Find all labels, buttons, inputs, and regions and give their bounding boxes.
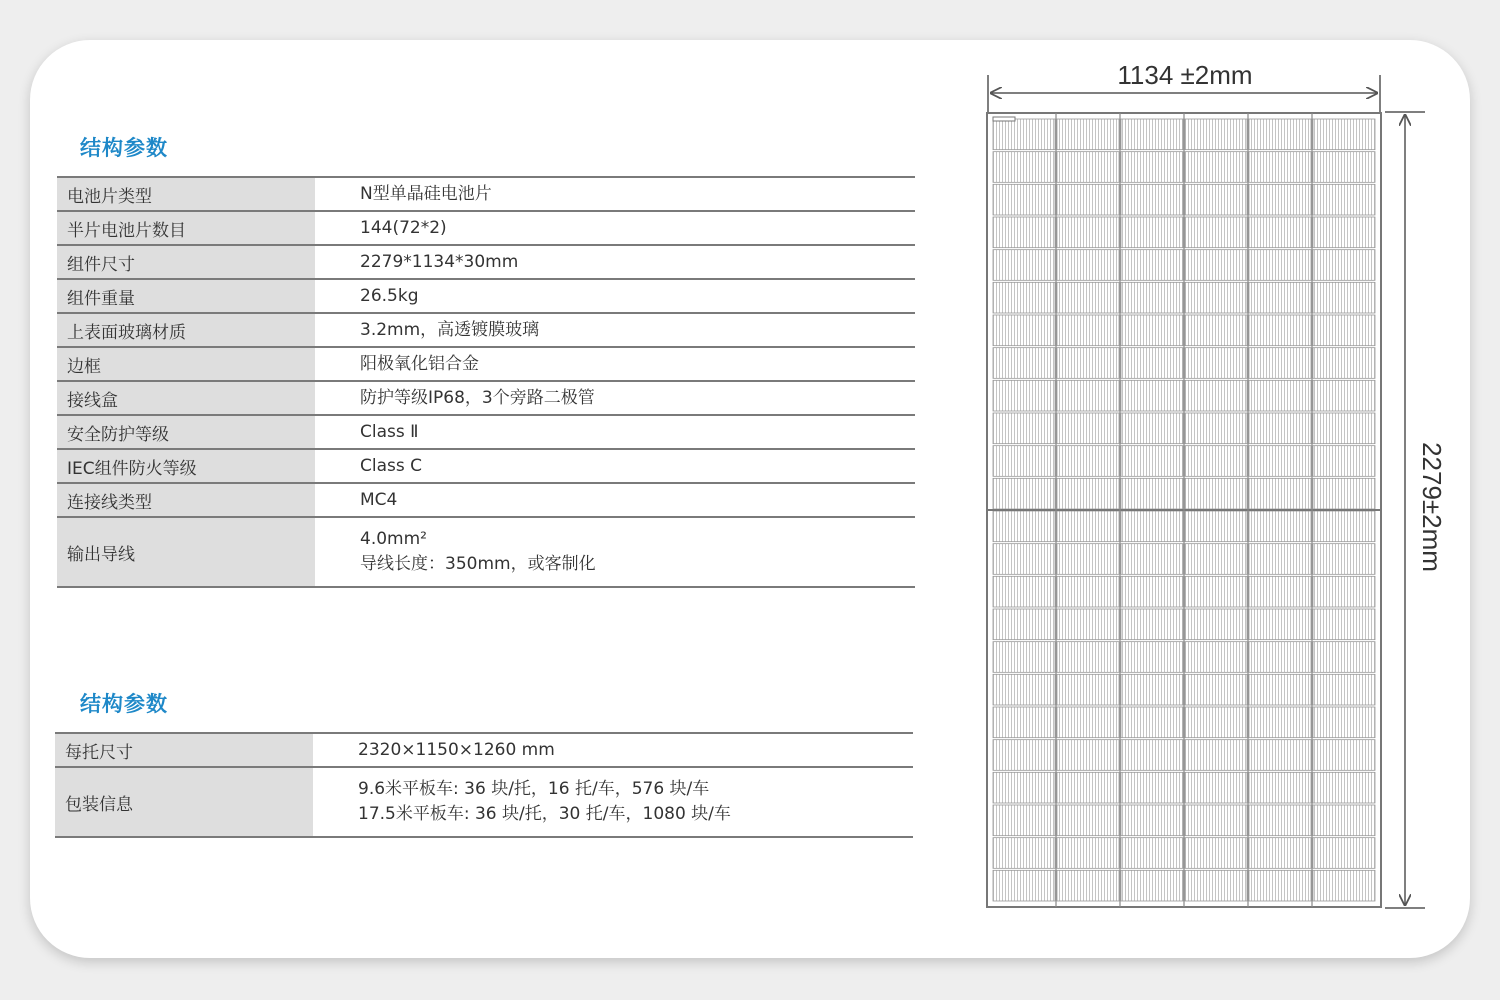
spec-value-line: N型单晶硅电池片 bbox=[360, 183, 492, 204]
solar-cell bbox=[1057, 119, 1119, 150]
spec-value bbox=[315, 449, 915, 483]
solar-panel-diagram bbox=[975, 60, 1455, 940]
spec-label: 包装信息 bbox=[55, 767, 313, 837]
solar-cell bbox=[1057, 772, 1119, 803]
spec-row bbox=[57, 347, 915, 381]
solar-cell bbox=[1249, 413, 1311, 444]
spec-row bbox=[55, 733, 913, 767]
solar-cell bbox=[993, 348, 1055, 379]
spec-label: 半片电池片数目 bbox=[57, 211, 315, 245]
solar-cell bbox=[1185, 674, 1247, 705]
solar-cell bbox=[1249, 152, 1311, 183]
solar-cell bbox=[1313, 642, 1375, 673]
solar-cell bbox=[1249, 184, 1311, 215]
solar-cell bbox=[1313, 511, 1375, 542]
solar-cell bbox=[1057, 348, 1119, 379]
spec-label: 组件重量 bbox=[57, 279, 315, 313]
solar-cell bbox=[1313, 805, 1375, 836]
solar-cell bbox=[1185, 478, 1247, 509]
solar-cell bbox=[1249, 642, 1311, 673]
solar-cell bbox=[1057, 544, 1119, 575]
solar-cell bbox=[993, 544, 1055, 575]
solar-cell bbox=[1121, 348, 1183, 379]
solar-cell bbox=[1057, 707, 1119, 738]
section-title-structure: 结构参数 bbox=[80, 136, 168, 160]
solar-cell bbox=[1057, 805, 1119, 836]
solar-cell bbox=[1313, 250, 1375, 281]
solar-cell bbox=[1249, 478, 1311, 509]
solar-cell bbox=[1185, 544, 1247, 575]
solar-cell bbox=[1249, 380, 1311, 411]
solar-cell bbox=[993, 282, 1055, 313]
spec-value-line: 4.0mm² bbox=[360, 529, 427, 549]
panel-label-mark bbox=[993, 117, 1015, 121]
spec-value bbox=[315, 211, 915, 245]
panel-drawing bbox=[975, 60, 1455, 940]
solar-cell bbox=[993, 446, 1055, 477]
solar-cell bbox=[1249, 576, 1311, 607]
solar-cell bbox=[1313, 184, 1375, 215]
solar-cell bbox=[1313, 152, 1375, 183]
spec-value bbox=[315, 177, 915, 211]
solar-cell bbox=[1057, 380, 1119, 411]
solar-cell bbox=[1313, 609, 1375, 640]
solar-cell bbox=[993, 119, 1055, 150]
spec-row bbox=[57, 313, 915, 347]
solar-cell bbox=[1121, 511, 1183, 542]
solar-cell bbox=[1185, 315, 1247, 346]
solar-cell bbox=[1185, 772, 1247, 803]
solar-cell bbox=[1249, 544, 1311, 575]
solar-cell bbox=[993, 152, 1055, 183]
solar-cell bbox=[993, 870, 1055, 901]
solar-cell bbox=[993, 184, 1055, 215]
solar-cell bbox=[1185, 446, 1247, 477]
solar-cell bbox=[1185, 184, 1247, 215]
spec-value bbox=[315, 279, 915, 313]
solar-cell bbox=[1249, 217, 1311, 248]
spec-label: 连接线类型 bbox=[57, 483, 315, 517]
solar-cell bbox=[1121, 707, 1183, 738]
solar-cell bbox=[1121, 184, 1183, 215]
solar-cell bbox=[993, 413, 1055, 444]
solar-cell bbox=[1057, 413, 1119, 444]
solar-cell bbox=[1313, 413, 1375, 444]
spec-value-line: 阳极氧化铝合金 bbox=[360, 353, 479, 374]
spec-row bbox=[57, 449, 915, 483]
solar-cell bbox=[1185, 609, 1247, 640]
spec-value-line: 9.6米平板车: 36 块/托，16 托/车，576 块/车 bbox=[358, 779, 710, 799]
solar-cell bbox=[1249, 446, 1311, 477]
solar-cell bbox=[1057, 282, 1119, 313]
solar-cell bbox=[1249, 315, 1311, 346]
solar-cell bbox=[1057, 217, 1119, 248]
solar-cell bbox=[1185, 740, 1247, 771]
solar-cell bbox=[1121, 740, 1183, 771]
solar-cell bbox=[1185, 707, 1247, 738]
solar-cell bbox=[1121, 217, 1183, 248]
solar-cell bbox=[993, 576, 1055, 607]
solar-cell bbox=[1249, 740, 1311, 771]
spec-value bbox=[315, 313, 915, 347]
solar-cell bbox=[1057, 674, 1119, 705]
panel-cell-grid bbox=[987, 113, 1381, 907]
solar-cell bbox=[993, 217, 1055, 248]
solar-cell bbox=[1121, 413, 1183, 444]
solar-cell bbox=[1185, 152, 1247, 183]
solar-cell bbox=[1249, 707, 1311, 738]
spec-label: 组件尺寸 bbox=[57, 245, 315, 279]
spec-value bbox=[315, 245, 915, 279]
solar-cell bbox=[1121, 838, 1183, 869]
solar-cell bbox=[993, 838, 1055, 869]
solar-cell bbox=[1313, 217, 1375, 248]
solar-cell bbox=[1313, 282, 1375, 313]
solar-cell bbox=[993, 478, 1055, 509]
solar-cell bbox=[1249, 511, 1311, 542]
spec-label: 安全防护等级 bbox=[57, 415, 315, 449]
solar-cell bbox=[993, 707, 1055, 738]
solar-cell bbox=[1313, 315, 1375, 346]
structure-spec-table bbox=[57, 176, 915, 588]
solar-cell bbox=[1121, 805, 1183, 836]
solar-cell bbox=[1185, 511, 1247, 542]
solar-cell bbox=[993, 609, 1055, 640]
solar-cell bbox=[993, 511, 1055, 542]
solar-cell bbox=[1249, 282, 1311, 313]
spec-label: 上表面玻璃材质 bbox=[57, 313, 315, 347]
spec-row bbox=[57, 211, 915, 245]
solar-cell bbox=[1185, 217, 1247, 248]
packaging-spec-table bbox=[55, 732, 913, 838]
section-title-packaging: 结构参数 bbox=[80, 692, 168, 716]
solar-cell bbox=[993, 250, 1055, 281]
solar-cell bbox=[1121, 250, 1183, 281]
spec-row bbox=[55, 767, 913, 837]
spec-value-line: 2320×1150×1260 mm bbox=[358, 739, 555, 760]
solar-cell bbox=[1185, 805, 1247, 836]
spec-value-line: Class Ⅱ bbox=[360, 421, 419, 442]
spec-row bbox=[57, 415, 915, 449]
solar-cell bbox=[1185, 348, 1247, 379]
spec-value-line: 17.5米平板车: 36 块/托，30 托/车，1080 块/车 bbox=[358, 804, 731, 824]
solar-cell bbox=[1185, 838, 1247, 869]
spec-label: 接线盒 bbox=[57, 381, 315, 415]
solar-cell bbox=[1249, 119, 1311, 150]
spec-value bbox=[313, 767, 913, 837]
solar-cell bbox=[1249, 609, 1311, 640]
solar-cell bbox=[1313, 544, 1375, 575]
spec-row bbox=[57, 381, 915, 415]
solar-cell bbox=[1057, 870, 1119, 901]
solar-cell bbox=[1185, 870, 1247, 901]
solar-cell bbox=[1185, 380, 1247, 411]
solar-cell bbox=[1313, 740, 1375, 771]
solar-cell bbox=[1185, 642, 1247, 673]
solar-cell bbox=[1121, 674, 1183, 705]
solar-cell bbox=[1313, 707, 1375, 738]
solar-cell bbox=[1057, 478, 1119, 509]
solar-cell bbox=[1249, 674, 1311, 705]
solar-cell bbox=[1313, 348, 1375, 379]
solar-cell bbox=[1121, 380, 1183, 411]
spec-value bbox=[315, 517, 915, 587]
solar-cell bbox=[1185, 576, 1247, 607]
spec-value-line: Class C bbox=[360, 455, 422, 476]
spec-value-line: 3.2mm，高透镀膜玻璃 bbox=[360, 319, 540, 340]
spec-value bbox=[315, 347, 915, 381]
spec-value-line: 防护等级IP68，3个旁路二极管 bbox=[360, 387, 595, 408]
solar-cell bbox=[993, 805, 1055, 836]
spec-value bbox=[313, 733, 913, 767]
spec-value-line: 144(72*2) bbox=[360, 217, 447, 238]
solar-cell bbox=[1121, 282, 1183, 313]
spec-value-line: 导线长度：350mm，或客制化 bbox=[360, 554, 596, 574]
solar-cell bbox=[1313, 838, 1375, 869]
solar-cell bbox=[1121, 609, 1183, 640]
solar-cell bbox=[1249, 870, 1311, 901]
width-dimension-label: 1134 ±2mm bbox=[1117, 60, 1253, 90]
solar-cell bbox=[1313, 870, 1375, 901]
solar-cell bbox=[1057, 642, 1119, 673]
spec-value-line: 2279*1134*30mm bbox=[360, 251, 519, 272]
spec-value-line: 26.5kg bbox=[360, 285, 419, 306]
solar-cell bbox=[1185, 250, 1247, 281]
solar-cell bbox=[1121, 478, 1183, 509]
solar-cell bbox=[1313, 576, 1375, 607]
solar-cell bbox=[1249, 838, 1311, 869]
solar-cell bbox=[1057, 315, 1119, 346]
solar-cell bbox=[1057, 152, 1119, 183]
solar-cell bbox=[993, 642, 1055, 673]
solar-cell bbox=[1121, 119, 1183, 150]
solar-cell bbox=[1121, 642, 1183, 673]
solar-cell bbox=[1313, 772, 1375, 803]
spec-row bbox=[57, 245, 915, 279]
solar-cell bbox=[1057, 576, 1119, 607]
spec-row bbox=[57, 483, 915, 517]
solar-cell bbox=[993, 380, 1055, 411]
solar-cell bbox=[1249, 805, 1311, 836]
solar-cell bbox=[1121, 576, 1183, 607]
solar-cell bbox=[1057, 184, 1119, 215]
solar-cell bbox=[993, 315, 1055, 346]
solar-cell bbox=[1249, 348, 1311, 379]
spec-row bbox=[57, 279, 915, 313]
solar-cell bbox=[1313, 674, 1375, 705]
solar-cell bbox=[993, 740, 1055, 771]
solar-cell bbox=[1249, 250, 1311, 281]
solar-cell bbox=[1057, 609, 1119, 640]
spec-label: 电池片类型 bbox=[57, 177, 315, 211]
spec-value bbox=[315, 381, 915, 415]
spec-row bbox=[57, 517, 915, 587]
solar-cell bbox=[1185, 282, 1247, 313]
solar-cell bbox=[993, 674, 1055, 705]
solar-cell bbox=[1313, 446, 1375, 477]
solar-cell bbox=[1313, 380, 1375, 411]
solar-cell bbox=[1185, 413, 1247, 444]
spec-label: 输出导线 bbox=[57, 517, 315, 587]
solar-cell bbox=[1057, 250, 1119, 281]
solar-cell bbox=[1249, 772, 1311, 803]
solar-cell bbox=[1121, 446, 1183, 477]
spec-label: IEC组件防火等级 bbox=[57, 449, 315, 483]
solar-cell bbox=[1057, 446, 1119, 477]
spec-label: 边框 bbox=[57, 347, 315, 381]
height-dimension-label: 2279±2mm bbox=[1417, 442, 1447, 572]
spec-value-line: MC4 bbox=[360, 489, 398, 510]
solar-cell bbox=[1313, 478, 1375, 509]
spec-row bbox=[57, 177, 915, 211]
solar-cell bbox=[1057, 740, 1119, 771]
spec-label: 每托尺寸 bbox=[55, 733, 313, 767]
solar-cell bbox=[1057, 511, 1119, 542]
solar-cell bbox=[1057, 838, 1119, 869]
solar-cell bbox=[1121, 544, 1183, 575]
spec-card bbox=[30, 40, 1470, 958]
spec-value bbox=[315, 415, 915, 449]
solar-cell bbox=[1185, 119, 1247, 150]
solar-cell bbox=[1121, 772, 1183, 803]
solar-cell bbox=[1313, 119, 1375, 150]
spec-value bbox=[315, 483, 915, 517]
solar-cell bbox=[1121, 152, 1183, 183]
solar-cell bbox=[993, 772, 1055, 803]
solar-cell bbox=[1121, 315, 1183, 346]
solar-cell bbox=[1121, 870, 1183, 901]
